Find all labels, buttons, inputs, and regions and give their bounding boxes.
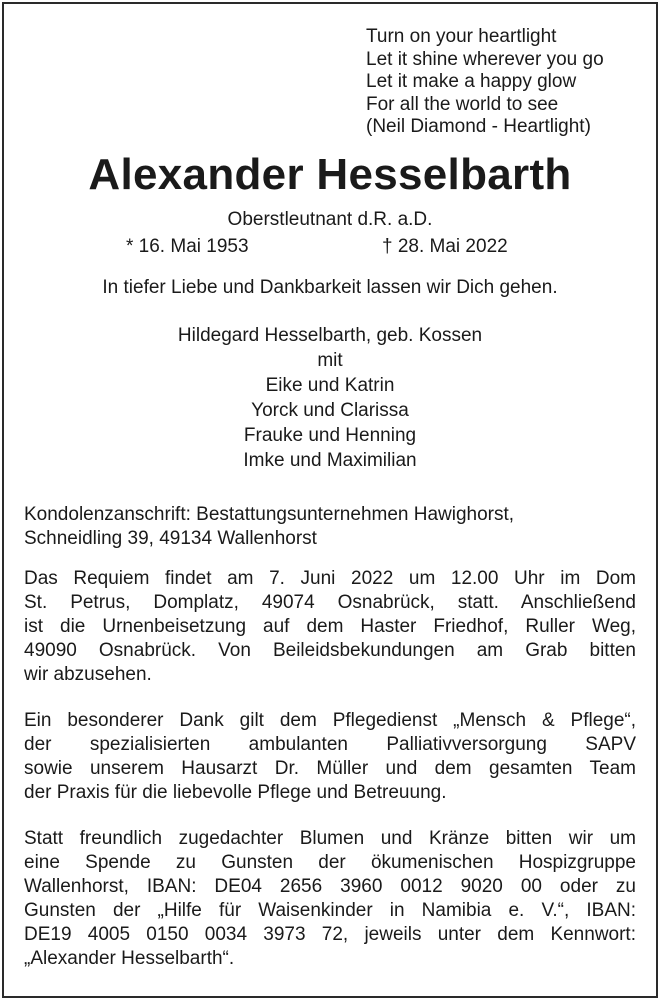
thanks-paragraph — [24, 709, 636, 805]
death-date: † 28. Mai 2022 — [382, 236, 508, 257]
text-line: der Praxis für die liebevolle Pflege und Betreuung. — [24, 782, 447, 803]
donation-paragraph — [24, 827, 636, 971]
family-list — [0, 323, 660, 473]
text-line: Schneidling 39, 49134 Wallenhorst — [24, 528, 317, 549]
poem-line: For all the world to see — [366, 93, 559, 115]
requiem-paragraph — [24, 567, 636, 687]
text-line: Gunsten der „Hilfe für Waisenkinder in Namibia e. V.“, IBAN: — [24, 900, 636, 921]
family-member: Yorck und Clarissa — [251, 400, 409, 421]
family-member: Eike und Katrin — [265, 375, 395, 396]
poem-attribution: (Neil Diamond - Heartlight) — [366, 116, 591, 138]
text-line: St. Petrus, Domplatz, 49074 Osnabrück, statt. Anschließend — [24, 592, 636, 613]
text-line: 49090 Osnabrück. Von Beileidsbekundungen am Grab bitten — [24, 640, 636, 661]
deceased-name: Alexander Hesselbarth — [88, 150, 572, 199]
family-connector: mit — [317, 350, 343, 371]
text-line: Wallenhorst, IBAN: DE04 2656 3960 0012 9020 00 oder zu — [24, 876, 636, 897]
text-line: Das Requiem findet am 7. Juni 2022 um 12.00 Uhr im Dom — [24, 568, 636, 589]
text-line: „Alexander Hesselbarth“. — [24, 948, 235, 969]
text-line: wir abzusehen. — [24, 664, 152, 685]
text-line: DE19 4005 0150 0034 3973 72, jeweils unter dem Kennwort: — [24, 924, 636, 945]
family-member: Imke und Maximilian — [243, 450, 417, 471]
text-line: sowie unserem Hausarzt Dr. Müller und dem gesamten Team — [24, 758, 636, 779]
condolence-address — [24, 503, 636, 551]
deceased-rank: Oberstleutnant d.R. a.D. — [227, 209, 433, 230]
farewell-line: In tiefer Liebe und Dankbarkeit lassen wir Dich gehen. — [102, 277, 558, 298]
poem-line: Let it make a happy glow — [366, 71, 577, 93]
text-line: eine Spende zu Gunsten der ökumenischen Hospizgruppe — [24, 852, 636, 873]
text-line: Statt freundlich zugedachter Blumen und Kränze bitten wir um — [24, 828, 636, 849]
text-line: Ein besonderer Dank gilt dem Pflegedienst „Mensch & Pflege“, — [24, 710, 636, 731]
family-member: Frauke und Henning — [243, 425, 417, 446]
poem-line: Let it shine wherever you go — [366, 48, 604, 70]
family-member: Hildegard Hesselbarth, geb. Kossen — [177, 325, 483, 346]
birth-date: * 16. Mai 1953 — [126, 236, 249, 257]
text-line: ist die Urnenbeisetzung auf dem Haster Friedhof, Ruller Weg, — [24, 616, 636, 637]
poem-line: Turn on your heartlight — [366, 26, 557, 47]
text-line: Kondolenzanschrift: Bestattungsunternehmen Hawighorst, — [24, 504, 515, 525]
text-line: der spezialisierten ambulanten Palliativversorgung SAPV — [24, 734, 636, 755]
poem-quote — [366, 26, 604, 139]
